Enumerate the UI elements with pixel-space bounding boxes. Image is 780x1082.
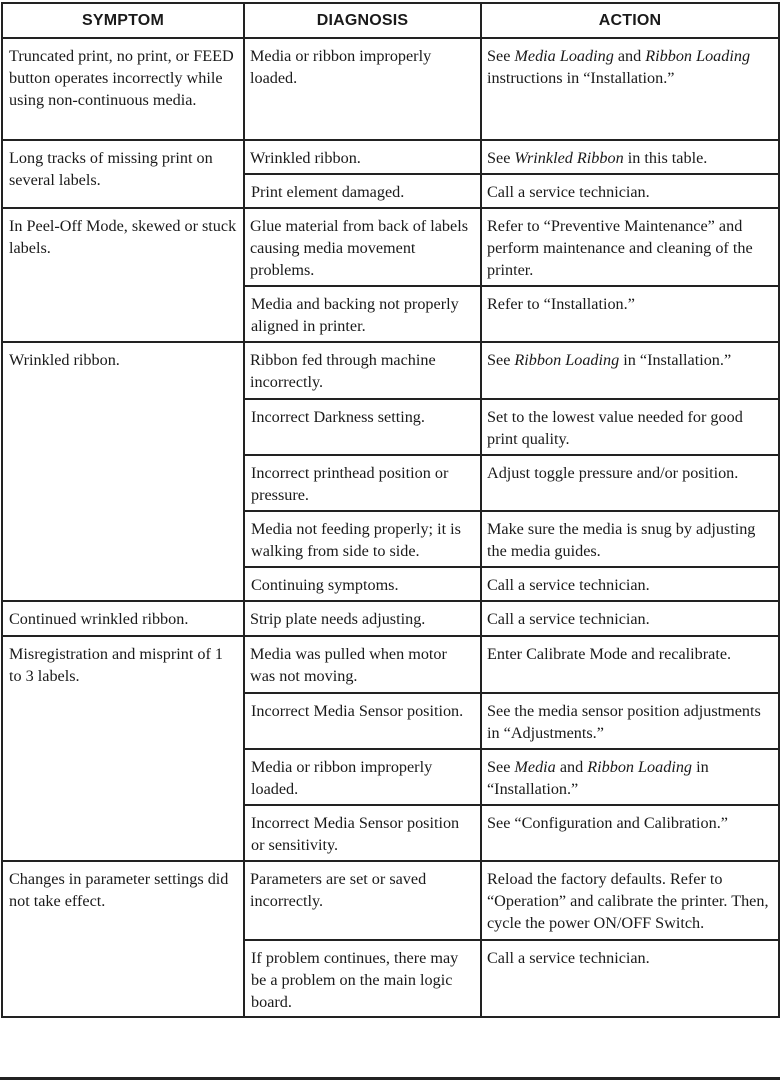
symptom-header: SYMPTOM (2, 3, 244, 38)
action-cell: Set to the lowest value needed for good print quality. (481, 399, 779, 455)
symptom-cell: Changes in parameter settings did not take effect. (2, 861, 244, 1017)
symptom-cell: Long tracks of missing print on several labels. (2, 140, 244, 208)
action-cell: Reload the factory defaults. Refer to “Operation” and calibrate the printer. Then, cycle the power ON/OFF Switch. (481, 861, 779, 940)
diagnosis-cell: Incorrect Media Sensor position. (244, 693, 481, 749)
action-cell: See “Configuration and Calibration.” (481, 805, 779, 861)
diagnosis-cell: Media was pulled when motor was not moving. (244, 636, 481, 693)
action-cell: Adjust toggle pressure and/or position. (481, 455, 779, 511)
action-cell: Call a service technician. (481, 174, 779, 208)
table-row (2, 208, 779, 286)
action-cell: See the media sensor position adjustments in “Adjustments.” (481, 693, 779, 749)
action-cell: Call a service technician. (481, 601, 779, 636)
diagnosis-cell: Incorrect Darkness setting. (244, 399, 481, 455)
diagnosis-cell: Strip plate needs adjusting. (244, 601, 481, 636)
diagnosis-cell: Wrinkled ribbon. (244, 140, 481, 174)
action-cell: Make sure the media is snug by adjusting the media guides. (481, 511, 779, 567)
diagnosis-header: DIAGNOSIS (244, 3, 481, 38)
diagnosis-cell: Media and backing not properly aligned in printer. (244, 286, 481, 342)
action-cell: See Media and Ribbon Loading in “Installation.” (481, 749, 779, 805)
diagnosis-cell: Ribbon fed through machine incorrectly. (244, 342, 481, 399)
action-cell: Call a service technician. (481, 940, 779, 1017)
diagnosis-cell: Media or ribbon improperly loaded. (244, 749, 481, 805)
action-cell: See Wrinkled Ribbon in this table. (481, 140, 779, 174)
diagnosis-cell: Incorrect printhead position or pressure. (244, 455, 481, 511)
symptom-cell: Continued wrinkled ribbon. (2, 601, 244, 636)
page-bottom-rule (0, 1077, 780, 1080)
diagnosis-cell: Parameters are set or saved incorrectly. (244, 861, 481, 940)
table-row (2, 342, 779, 399)
table-row (2, 861, 779, 940)
diagnosis-cell: Print element damaged. (244, 174, 481, 208)
action-cell: See Media Loading and Ribbon Loading instructions in “Installation.” (481, 38, 779, 140)
action-cell: Refer to “Installation.” (481, 286, 779, 342)
table-row (2, 38, 779, 140)
table-row (2, 636, 779, 693)
diagnosis-cell: If problem continues, there may be a problem on the main logic board. (244, 940, 481, 1017)
symptom-cell: Misregistration and misprint of 1 to 3 labels. (2, 636, 244, 861)
header-row (2, 3, 779, 38)
action-cell: See Ribbon Loading in “Installation.” (481, 342, 779, 399)
action-header: ACTION (481, 3, 779, 38)
table-row (2, 601, 779, 636)
action-cell: Call a service technician. (481, 567, 779, 601)
symptom-cell: Truncated print, no print, or FEED button operates incorrectly while using non-continuous media. (2, 38, 244, 140)
diagnosis-cell: Incorrect Media Sensor position or sensitivity. (244, 805, 481, 861)
troubleshooting-table (1, 2, 780, 1018)
diagnosis-cell: Media not feeding properly; it is walking from side to side. (244, 511, 481, 567)
action-cell: Enter Calibrate Mode and recalibrate. (481, 636, 779, 693)
action-cell: Refer to “Preventive Maintenance” and perform maintenance and cleaning of the printer. (481, 208, 779, 286)
diagnosis-cell: Glue material from back of labels causing media movement problems. (244, 208, 481, 286)
diagnosis-cell: Media or ribbon improperly loaded. (244, 38, 481, 140)
symptom-cell: Wrinkled ribbon. (2, 342, 244, 601)
symptom-cell: In Peel-Off Mode, skewed or stuck labels. (2, 208, 244, 342)
table-row (2, 140, 779, 174)
diagnosis-cell: Continuing symptoms. (244, 567, 481, 601)
